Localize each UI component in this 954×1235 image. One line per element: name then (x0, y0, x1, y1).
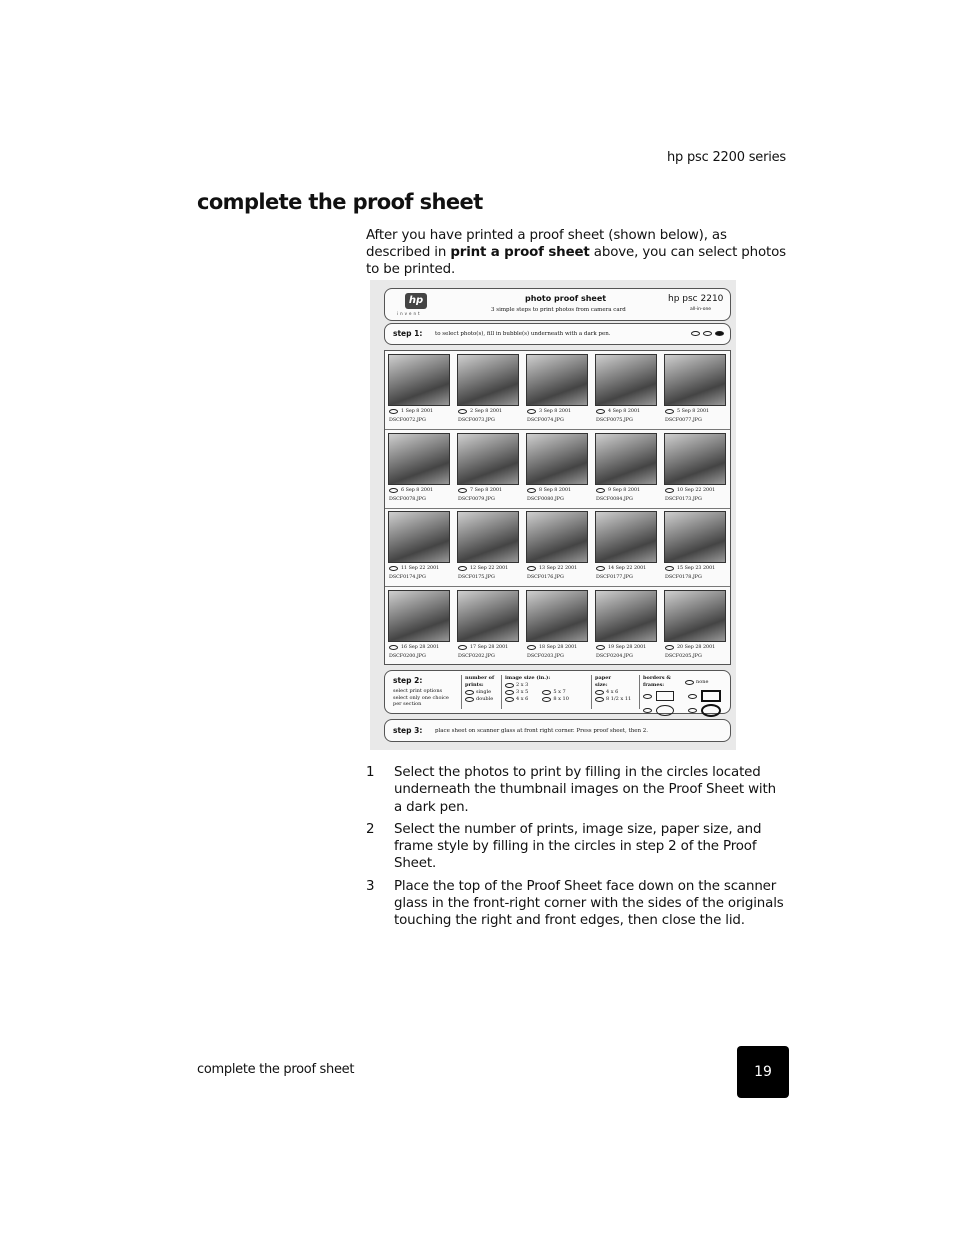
photo-caption-text: 3 Sep 8 2001 (539, 409, 572, 414)
instruction-step-3 (366, 878, 786, 930)
photo-filename: DSCF0080.JPG (527, 496, 564, 502)
footer-section-name: complete the proof sheet (197, 1062, 355, 1077)
photo-thumbnail (595, 433, 657, 485)
intro-paragraph (366, 227, 786, 278)
option-label: 4 x 6 (606, 689, 619, 695)
hp-logo-tagline: invent (397, 311, 422, 316)
step2-text: select print options select only one choice per section (393, 688, 449, 707)
option-single (465, 689, 497, 696)
bubble-icon (465, 697, 474, 702)
proof-sheet-model: hp psc 2210 (668, 294, 724, 304)
photo-caption-text: 20 Sep 28 2001 (677, 644, 716, 650)
step1-example-bubbles (691, 331, 724, 336)
photo-cell (385, 508, 454, 586)
photo-filename: DSCF0084.JPG (596, 496, 633, 502)
photo-cell (523, 508, 592, 586)
option-8x10 (542, 696, 569, 703)
photo-thumbnail (457, 433, 519, 485)
photo-thumbnail (664, 590, 726, 642)
step-text: Place the top of the Proof Sheet face down on the scanner glass in the front-right corner with the sides of the originals touching the right and front edges, then close the lid. (394, 878, 784, 929)
divider (639, 675, 640, 709)
photo-cell (523, 351, 592, 429)
photo-cell (523, 430, 592, 508)
photo-caption (596, 409, 640, 414)
photo-caption (527, 645, 577, 650)
filled-bubble-icon (715, 331, 724, 336)
intro-text-before: After you have printed a proof sheet (shown below), as described in (366, 228, 727, 260)
photo-thumbnail (526, 590, 588, 642)
photo-cell (661, 351, 730, 429)
photo-caption-text: 10 Sep 22 2001 (677, 487, 716, 493)
option-label: 8 x 10 (553, 696, 569, 702)
option-4x6 (505, 696, 528, 703)
select-bubble-icon (596, 645, 605, 650)
select-bubble-icon (389, 409, 398, 414)
photo-caption-text: 15 Sep 23 2001 (677, 566, 716, 571)
photo-caption-text: 12 Sep 22 2001 (470, 566, 509, 571)
photo-cell (454, 351, 523, 429)
intro-bold-reference: print a proof sheet (450, 245, 590, 260)
photo-cell (454, 430, 523, 508)
photo-caption (527, 409, 571, 414)
image-size-col-a (505, 689, 528, 703)
photo-thumbnail (664, 433, 726, 485)
photo-filename: DSCF0079.JPG (458, 496, 495, 502)
photo-caption-text: 1 Sep 8 2001 (401, 409, 434, 414)
page-number: 19 (754, 1064, 772, 1080)
photo-thumbnail (388, 511, 450, 563)
photo-filename: DSCF0205.JPG (665, 653, 702, 659)
option-paper-4x6 (595, 689, 631, 696)
photo-caption (389, 409, 433, 414)
borders-label: borders & frames: (643, 675, 671, 688)
select-bubble-icon (665, 409, 674, 414)
photo-thumbnail (457, 590, 519, 642)
photo-filename: DSCF0077.JPG (665, 418, 702, 423)
option-label: double (476, 696, 494, 702)
photo-filename: DSCF0178.JPG (665, 575, 702, 580)
photo-caption-text: 4 Sep 8 2001 (608, 409, 641, 414)
photo-thumbnail (388, 590, 450, 642)
step2-box (384, 670, 731, 714)
photo-caption-text: 8 Sep 8 2001 (539, 487, 572, 493)
step1-label: step 1: (393, 329, 423, 338)
photo-caption-text: 7 Sep 8 2001 (470, 487, 503, 493)
running-head: hp psc 2200 series (666, 150, 786, 165)
step3-text: place sheet on scanner glass at front right corner. Press proof sheet, then 2. (435, 728, 649, 734)
photo-cell (385, 430, 454, 508)
bubble-icon (643, 694, 652, 699)
photo-filename: DSCF0203.JPG (527, 653, 564, 659)
photo-caption (665, 409, 709, 414)
photo-filename: DSCF0173.JPG (665, 496, 702, 502)
photo-cell (661, 430, 730, 508)
photo-filename: DSCF0074.JPG (527, 418, 564, 423)
select-bubble-icon (458, 488, 467, 493)
step1-text: to select photo(s), fill in bubble(s) underneath with a dark pen. (435, 331, 611, 337)
oval-frame-icon (656, 705, 674, 716)
photo-thumbnail (595, 590, 657, 642)
photo-caption (458, 645, 508, 650)
step3-box (384, 719, 731, 742)
bubble-icon (595, 697, 604, 702)
photo-thumbnail-grid (384, 350, 731, 665)
select-bubble-icon (665, 645, 674, 650)
photo-filename: DSCF0075.JPG (596, 418, 633, 423)
frame-options-row2 (643, 704, 727, 717)
photo-cell (661, 508, 730, 586)
select-bubble-icon (527, 566, 536, 571)
photo-thumbnail (388, 354, 450, 406)
photo-cell (523, 587, 592, 665)
bubble-icon (688, 694, 697, 699)
photo-caption (458, 409, 502, 414)
step-text: Select the photos to print by filling in the circles located underneath the thumbnail images on the Proof Sheet with a dark pen. (394, 765, 776, 815)
photo-caption-text: 5 Sep 8 2001 (677, 409, 710, 414)
photo-cell (454, 508, 523, 586)
section-title: complete the proof sheet (197, 190, 483, 214)
photo-caption (389, 566, 439, 571)
photo-filename: DSCF0202.JPG (458, 653, 495, 659)
image-size-label: image size (in.): (505, 675, 551, 681)
bubble-icon (505, 690, 514, 695)
select-bubble-icon (527, 645, 536, 650)
paper-size-label: paper size: (595, 675, 612, 688)
proof-sheet-figure (370, 280, 736, 750)
number-of-prints-label: number of prints: (465, 675, 495, 688)
divider (501, 675, 502, 709)
intro-text-after: above, you can select photos to be printed. (366, 245, 786, 277)
photo-thumbnail (526, 433, 588, 485)
photo-caption-text: 19 Sep 28 2001 (608, 644, 647, 650)
proof-sheet-subtitle: 3 simple steps to print photos from camera card (491, 307, 626, 313)
photo-caption-text: 18 Sep 28 2001 (539, 644, 578, 650)
photo-caption (389, 488, 433, 493)
photo-thumbnail (388, 433, 450, 485)
photo-filename: DSCF0072.JPG (389, 418, 426, 423)
option-label: 4 x 6 (516, 696, 529, 702)
photo-caption (458, 566, 508, 571)
square-frame-icon (656, 691, 674, 701)
photo-caption (665, 488, 715, 493)
image-size-col-b (542, 689, 569, 703)
select-bubble-icon (596, 566, 605, 571)
photo-caption-text: 14 Sep 22 2001 (608, 566, 647, 571)
select-bubble-icon (389, 488, 398, 493)
bubble-icon (688, 708, 697, 713)
photo-filename: DSCF0200.JPG (389, 653, 426, 659)
option-paper-letter (595, 696, 631, 703)
photo-filename: DSCF0174.JPG (389, 575, 426, 580)
instruction-list (366, 764, 786, 935)
bubble-icon (542, 697, 551, 702)
option-double (465, 696, 497, 703)
photo-caption (665, 645, 715, 650)
photo-caption-text: 17 Sep 28 2001 (470, 644, 509, 650)
proof-sheet-title: photo proof sheet (525, 294, 607, 303)
bubble-icon (465, 690, 474, 695)
instruction-step-1 (366, 764, 786, 816)
photo-caption (389, 645, 439, 650)
option-label: 3 x 5 (516, 689, 529, 695)
bubble-icon (505, 697, 514, 702)
option-label: none (696, 678, 709, 685)
bubble-icon (643, 708, 652, 713)
empty-bubble-icon (691, 331, 700, 336)
image-size-section (505, 675, 591, 703)
option-label: 2 x 3 (516, 682, 529, 688)
photo-caption-text: 6 Sep 8 2001 (401, 487, 434, 493)
bubble-icon (685, 680, 694, 685)
step-number: 3 (366, 878, 375, 894)
select-bubble-icon (596, 409, 605, 414)
option-label: 5 x 7 (553, 689, 566, 695)
photo-filename: DSCF0073.JPG (458, 418, 495, 423)
photo-thumbnail (526, 354, 588, 406)
photo-filename: DSCF0176.JPG (527, 575, 564, 580)
photo-thumbnail (457, 511, 519, 563)
frame-options-row1 (643, 690, 727, 702)
photo-filename: DSCF0204.JPG (596, 653, 633, 659)
photo-caption (458, 488, 502, 493)
select-bubble-icon (389, 645, 398, 650)
option-label: single (476, 689, 492, 695)
photo-filename: DSCF0175.JPG (458, 575, 495, 580)
number-of-prints-section (465, 675, 497, 703)
proof-sheet-header (384, 288, 731, 321)
photo-cell (385, 351, 454, 429)
photo-thumbnail (457, 354, 519, 406)
step-number: 2 (366, 821, 375, 837)
select-bubble-icon (665, 488, 674, 493)
select-bubble-icon (596, 488, 605, 493)
step2-label: step 2: (393, 676, 423, 685)
photo-cell (592, 587, 661, 665)
photo-thumbnail (595, 354, 657, 406)
instruction-step-2 (366, 821, 786, 873)
proof-sheet-model-sub: all-in-one (690, 307, 712, 312)
bubble-icon (595, 690, 604, 695)
photo-cell (592, 430, 661, 508)
photo-cell (454, 587, 523, 665)
step-number: 1 (366, 765, 375, 780)
empty-bubble-icon (703, 331, 712, 336)
photo-caption (527, 566, 577, 571)
divider (461, 675, 462, 709)
paper-size-section (595, 675, 631, 703)
option-5x7 (542, 689, 569, 696)
select-bubble-icon (527, 409, 536, 414)
photo-cell (592, 508, 661, 586)
page-number-box (737, 1046, 789, 1098)
hp-logo: hp (405, 293, 427, 309)
photo-thumbnail (664, 511, 726, 563)
photo-filename: DSCF0078.JPG (389, 496, 426, 502)
option-label: 8 1/2 x 11 (606, 696, 632, 702)
photo-cell (385, 587, 454, 665)
photo-caption (596, 566, 646, 571)
photo-caption-text: 11 Sep 22 2001 (401, 566, 440, 571)
photo-filename: DSCF0177.JPG (596, 575, 633, 580)
step1-box (384, 323, 731, 345)
step-text: Select the number of prints, image size, paper size, and frame style by filling in the circles in step 2 of the Proof Sheet. (394, 821, 762, 872)
bold-oval-frame-icon (701, 704, 721, 717)
select-bubble-icon (389, 566, 398, 571)
photo-caption (527, 488, 571, 493)
photo-caption-text: 16 Sep 28 2001 (401, 644, 440, 650)
step3-label: step 3: (393, 726, 423, 735)
option-none (685, 675, 708, 689)
photo-cell (661, 587, 730, 665)
photo-thumbnail (526, 511, 588, 563)
select-bubble-icon (458, 566, 467, 571)
select-bubble-icon (458, 409, 467, 414)
option-2x3 (505, 682, 591, 689)
photo-caption (596, 645, 646, 650)
photo-caption-text: 2 Sep 8 2001 (470, 409, 503, 414)
photo-cell (592, 351, 661, 429)
photo-caption-text: 13 Sep 22 2001 (539, 566, 578, 571)
bold-frame-icon (701, 690, 721, 702)
photo-caption (596, 488, 640, 493)
photo-caption (665, 566, 715, 571)
option-3x5 (505, 689, 528, 696)
bubble-icon (542, 690, 551, 695)
borders-section (643, 675, 727, 717)
select-bubble-icon (458, 645, 467, 650)
select-bubble-icon (665, 566, 674, 571)
photo-caption-text: 9 Sep 8 2001 (608, 487, 641, 493)
select-bubble-icon (527, 488, 536, 493)
photo-thumbnail (595, 511, 657, 563)
divider (591, 675, 592, 709)
photo-thumbnail (664, 354, 726, 406)
bubble-icon (505, 683, 514, 688)
